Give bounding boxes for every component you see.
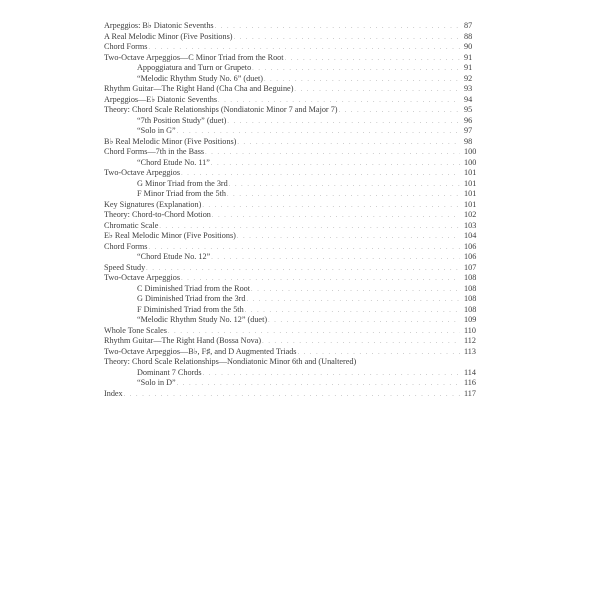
toc-entry (104, 32, 480, 43)
toc-entry-title: Index (104, 388, 123, 398)
toc-subentry (104, 294, 480, 305)
dot-leader (211, 159, 460, 170)
toc-entry-title: Key Signatures (Explanation) (104, 199, 202, 209)
toc-subentry (104, 368, 480, 379)
toc-entry (104, 347, 480, 358)
toc-subentry (104, 315, 480, 326)
toc-entry (104, 53, 480, 64)
toc-subentry (104, 284, 480, 295)
toc-entry-page: 101 (464, 178, 477, 188)
toc-entry-title: Theory: Chord Scale Relationships—Nondiatonic Minor 6th and (Unaltered) (104, 357, 357, 366)
toc-subentry (104, 179, 480, 190)
dot-leader (227, 190, 460, 201)
toc-entry-page: 106 (464, 241, 477, 251)
toc-entry-title: “Chord Etude No. 11” (137, 157, 210, 167)
toc-entry-title: B♭ Real Melodic Minor (Five Positions) (104, 136, 237, 146)
toc-entry-title: G Diminished Triad from the 3rd (137, 294, 246, 303)
dot-leader (237, 138, 460, 149)
toc-entry (104, 263, 480, 274)
toc-entry-page: 110 (464, 325, 476, 335)
toc-entry (104, 42, 480, 53)
toc-entry-title: C Diminished Triad from the Root (137, 283, 251, 293)
toc-entry-page: 103 (464, 220, 477, 230)
toc-entry-title: “Melodic Rhythm Study No. 12” (duet) (137, 315, 268, 324)
toc-entry-title: Speed Study (104, 262, 146, 272)
toc-entry-page: 108 (464, 273, 477, 282)
toc-entry-page: 102 (464, 210, 477, 219)
toc-entry-title: Chord Forms (104, 241, 148, 251)
toc-entry-title: Whole Tone Scales (104, 325, 167, 335)
dot-leader (212, 211, 460, 222)
toc-entry (104, 168, 480, 179)
toc-entry-page: 112 (464, 336, 476, 345)
toc-entry-page: 107 (464, 262, 477, 272)
toc-entry (104, 95, 480, 106)
toc-entry-title: “Solo in G” (137, 126, 176, 135)
toc-entry (104, 105, 480, 116)
toc-entry-title: “Chord Etude No. 12” (137, 252, 211, 261)
toc-entry-page: 100 (464, 147, 477, 156)
toc-entry-page: 106 (464, 252, 477, 261)
toc-entry-title: Rhythm Guitar—The Right Hand (Bossa Nova) (104, 336, 262, 345)
toc-entry-title: Two-Octave Arpeggios—B♭, F♯, and D Augmented Triads (104, 346, 297, 356)
toc-entry-page: 101 (464, 189, 477, 198)
toc-subentry (104, 74, 480, 85)
dot-leader (294, 85, 460, 96)
dot-leader (205, 148, 460, 159)
toc-entry-title: Appoggiatura and Turn or Grupeto (137, 63, 252, 72)
toc-entry-title: F Minor Triad from the 5th (137, 189, 226, 198)
toc-entry-page: 108 (464, 294, 477, 303)
toc-entry-page: 109 (464, 315, 477, 324)
toc-entry-page: 101 (464, 199, 477, 209)
toc-entry-title: Rhythm Guitar—The Right Hand (Cha Cha and Beguine) (104, 84, 294, 93)
toc-entry-title: Theory: Chord-to-Chord Motion (104, 210, 211, 219)
toc-subentry (104, 189, 480, 200)
dot-leader (215, 22, 460, 33)
toc-subentry (104, 158, 480, 169)
toc-entry-title: G Minor Triad from the 3rd (137, 178, 228, 188)
toc-entry (104, 84, 480, 95)
dot-leader (251, 285, 460, 296)
toc-subentry (104, 378, 480, 389)
dot-leader (202, 201, 460, 212)
toc-entry-title: Two-Octave Arpeggios (104, 273, 181, 282)
toc-entry-title: Dominant 7 Chords (137, 367, 202, 377)
dot-leader (237, 232, 460, 243)
toc-entry-page: 114 (464, 367, 476, 377)
toc-subentry (104, 305, 480, 316)
toc-entry-page: 96 (464, 115, 473, 125)
toc-entry (104, 336, 480, 347)
dot-leader (246, 295, 460, 306)
toc-entry-page: 91 (464, 63, 473, 72)
toc-entry-page: 91 (464, 52, 473, 62)
toc-entry-title: Two-Octave Arpeggios—C Minor Triad from the Root (104, 52, 284, 62)
toc-entry (104, 200, 480, 211)
toc-entry-page: 100 (464, 157, 477, 167)
toc-entry-title: “Solo in D” (137, 378, 176, 387)
toc-entry-title: “7th Position Study” (duet) (137, 115, 227, 125)
dot-leader (124, 390, 460, 401)
toc-subentry (104, 252, 480, 263)
toc-entry-title: Chromatic Scale (104, 220, 159, 230)
toc-entry-title: Arpeggios: B♭ Diatonic Sevenths (104, 21, 214, 30)
toc-entry (104, 221, 480, 232)
toc-entry-title: A Real Melodic Minor (Five Positions) (104, 31, 233, 41)
dot-leader (339, 106, 460, 117)
toc-entry-page: 116 (464, 378, 476, 387)
toc-entry-page: 113 (464, 346, 476, 356)
dot-leader (268, 316, 460, 327)
toc-entry-title: Theory: Chord Scale Relationships (Nondiatonic Minor 7 and Major 7) (104, 105, 338, 114)
toc-entry (104, 147, 480, 158)
toc-entry-page: 92 (464, 73, 473, 83)
toc-entry (104, 389, 480, 400)
toc-entry-page: 98 (464, 136, 473, 146)
toc-entry-title: “Melodic Rhythm Study No. 6” (duet) (137, 73, 263, 83)
toc-entry-page: 101 (464, 168, 477, 177)
dot-leader (146, 264, 460, 275)
toc-entry-page: 108 (464, 283, 477, 293)
toc-subentry (104, 63, 480, 74)
toc-entry (104, 242, 480, 253)
toc-entry-page: 108 (464, 304, 477, 314)
toc-entry-title: Arpeggios—E♭ Diatonic Sevenths (104, 94, 218, 104)
dot-leader (245, 306, 460, 317)
toc-entry-title: Chord Forms—7th in the Bass (104, 147, 205, 156)
toc-entry (104, 21, 480, 32)
toc-entry (104, 231, 480, 242)
toc-entry-title: Chord Forms (104, 42, 148, 51)
dot-leader (177, 379, 460, 390)
dot-leader (203, 369, 460, 380)
toc-entry-page: 97 (464, 126, 473, 135)
toc-subentry (104, 116, 480, 127)
toc-entry (104, 326, 480, 337)
dot-leader (234, 33, 461, 44)
toc-entry-page: 87 (464, 21, 473, 30)
toc-entry (104, 210, 480, 221)
dot-leader (229, 180, 460, 191)
toc-entry-page: 117 (464, 388, 476, 398)
dot-leader (285, 54, 460, 65)
toc-entry-page: 94 (464, 94, 473, 104)
dot-leader (211, 253, 460, 264)
toc-entry-title: Two-Octave Arpeggios (104, 168, 181, 177)
dot-leader (252, 64, 460, 75)
dot-leader (227, 117, 460, 128)
toc-entry-page: 95 (464, 105, 473, 114)
toc-entry (104, 357, 480, 368)
table-of-contents (104, 21, 480, 399)
toc-entry-page: 90 (464, 42, 473, 51)
toc-entry-title: E♭ Real Melodic Minor (Five Positions) (104, 231, 236, 240)
toc-subentry (104, 126, 480, 137)
toc-entry-page: 88 (464, 31, 473, 41)
toc-entry-page: 104 (464, 231, 477, 240)
toc-entry (104, 273, 480, 284)
toc-entry-title: F Diminished Triad from the 5th (137, 304, 244, 314)
toc-entry (104, 137, 480, 148)
toc-entry-page: 93 (464, 84, 473, 93)
